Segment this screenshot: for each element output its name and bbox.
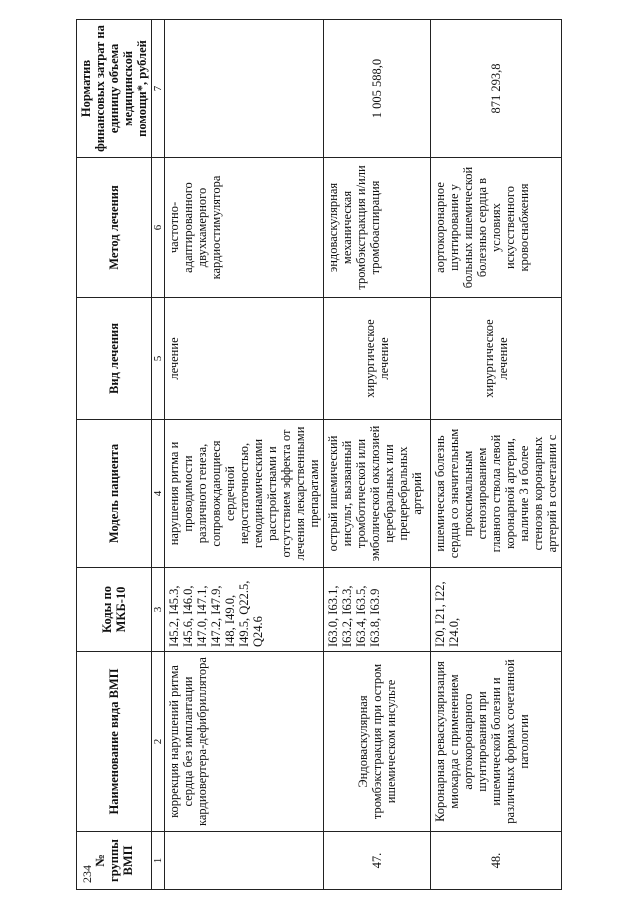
table-header-row [77, 20, 152, 890]
patient-model-cell: нарушения ритма и проводимости различного генеза, сопровождающиеся сердечной недостаточностью, гемодинамическими расстройствами и отсутствием эффекта от лечения лекарственными препаратами [165, 420, 324, 568]
treatment-type-cell: хирургическое лечение [324, 298, 431, 420]
header-group-number: № группы ВМП [77, 832, 152, 890]
treatment-method-cell: аортокоронарное шунтирование у больных ишемической болезнью сердца в условиях искусственного кровоснабжения [431, 158, 562, 298]
page-number-wrap [40, 438, 94, 883]
header-vmp-name: Наименование вида ВМП [77, 652, 152, 832]
treatment-type-cell: лечение [165, 298, 324, 420]
vmp-name-cell: Коронарная реваскуляризация миокарда с применением аортокоронарного шунтирования при ишемической болезни и различных формах сочетанной патологии [431, 652, 562, 832]
vmp-name-cell: Эндоваскулярная тромбэкстракция при остром ишемическом инсульте [324, 652, 431, 832]
column-number: 7 [152, 20, 165, 158]
header-cost-norm: Норматив финансовых затрат на единицу объема медицинской помощи*, рублей [77, 20, 152, 158]
cost-cell: 871 293,8 [431, 20, 562, 158]
column-number: 6 [152, 158, 165, 298]
table-row [165, 20, 324, 890]
icd-codes-cell: I20, I21, I22, I24.0, [431, 568, 562, 652]
column-number: 5 [152, 298, 165, 420]
table-row [431, 20, 562, 890]
column-number-row [152, 20, 165, 890]
vmp-name-cell: коррекция нарушений ритма сердца без имплантации кардиовертера-дефибриллятора [165, 652, 324, 832]
group-number-cell: 47. [324, 832, 431, 890]
treatment-method-cell: эндоваскулярная механическая тромбэкстракция и/или тромбоаспирация [324, 158, 431, 298]
patient-model-cell: ишемическая болезнь сердца со значительным проксимальным стенозированием главного ствола левой коронарной артерии, наличие 3 и более стенозов коронарных артерий в сочетании с [431, 420, 562, 568]
column-number: 1 [152, 832, 165, 890]
header-treatment-type: Вид лечения [77, 298, 152, 420]
vmp-table [76, 19, 562, 890]
patient-model-cell: острый ишемический инсульт, вызванный тромботической или эмболической окклюзией церебральных или прецеребральных артерий [324, 420, 431, 568]
header-icd-codes: Коды по МКБ-10 [77, 568, 152, 652]
page-number: 234 [80, 865, 94, 883]
header-patient-model: Модель пациента [77, 420, 152, 568]
column-number: 3 [152, 568, 165, 652]
header-treatment-method: Метод лечения [77, 158, 152, 298]
icd-codes-cell: I45.2, I45.3, I45.6, I46.0, I47.0, I47.1, I47.2, I47.9, I48, I49.0, I49.5, Q22.5, Q24.6 [165, 568, 324, 652]
column-number: 4 [152, 420, 165, 568]
group-number-cell [165, 832, 324, 890]
cost-cell: 1 005 588,0 [324, 20, 431, 158]
group-number-cell: 48. [431, 832, 562, 890]
table-row [324, 20, 431, 890]
icd-codes-cell: I63.0, I63.1, I63.2, I63.3, I63.4, I63.5, I63.8, I63.9 [324, 568, 431, 652]
rotated-table-sheet [76, 20, 576, 890]
column-number: 2 [152, 652, 165, 832]
cost-cell [165, 20, 324, 158]
treatment-type-cell: хирургическое лечение [431, 298, 562, 420]
treatment-method-cell: частотно-адаптированного двухкамерного кардиостимулятора [165, 158, 324, 298]
